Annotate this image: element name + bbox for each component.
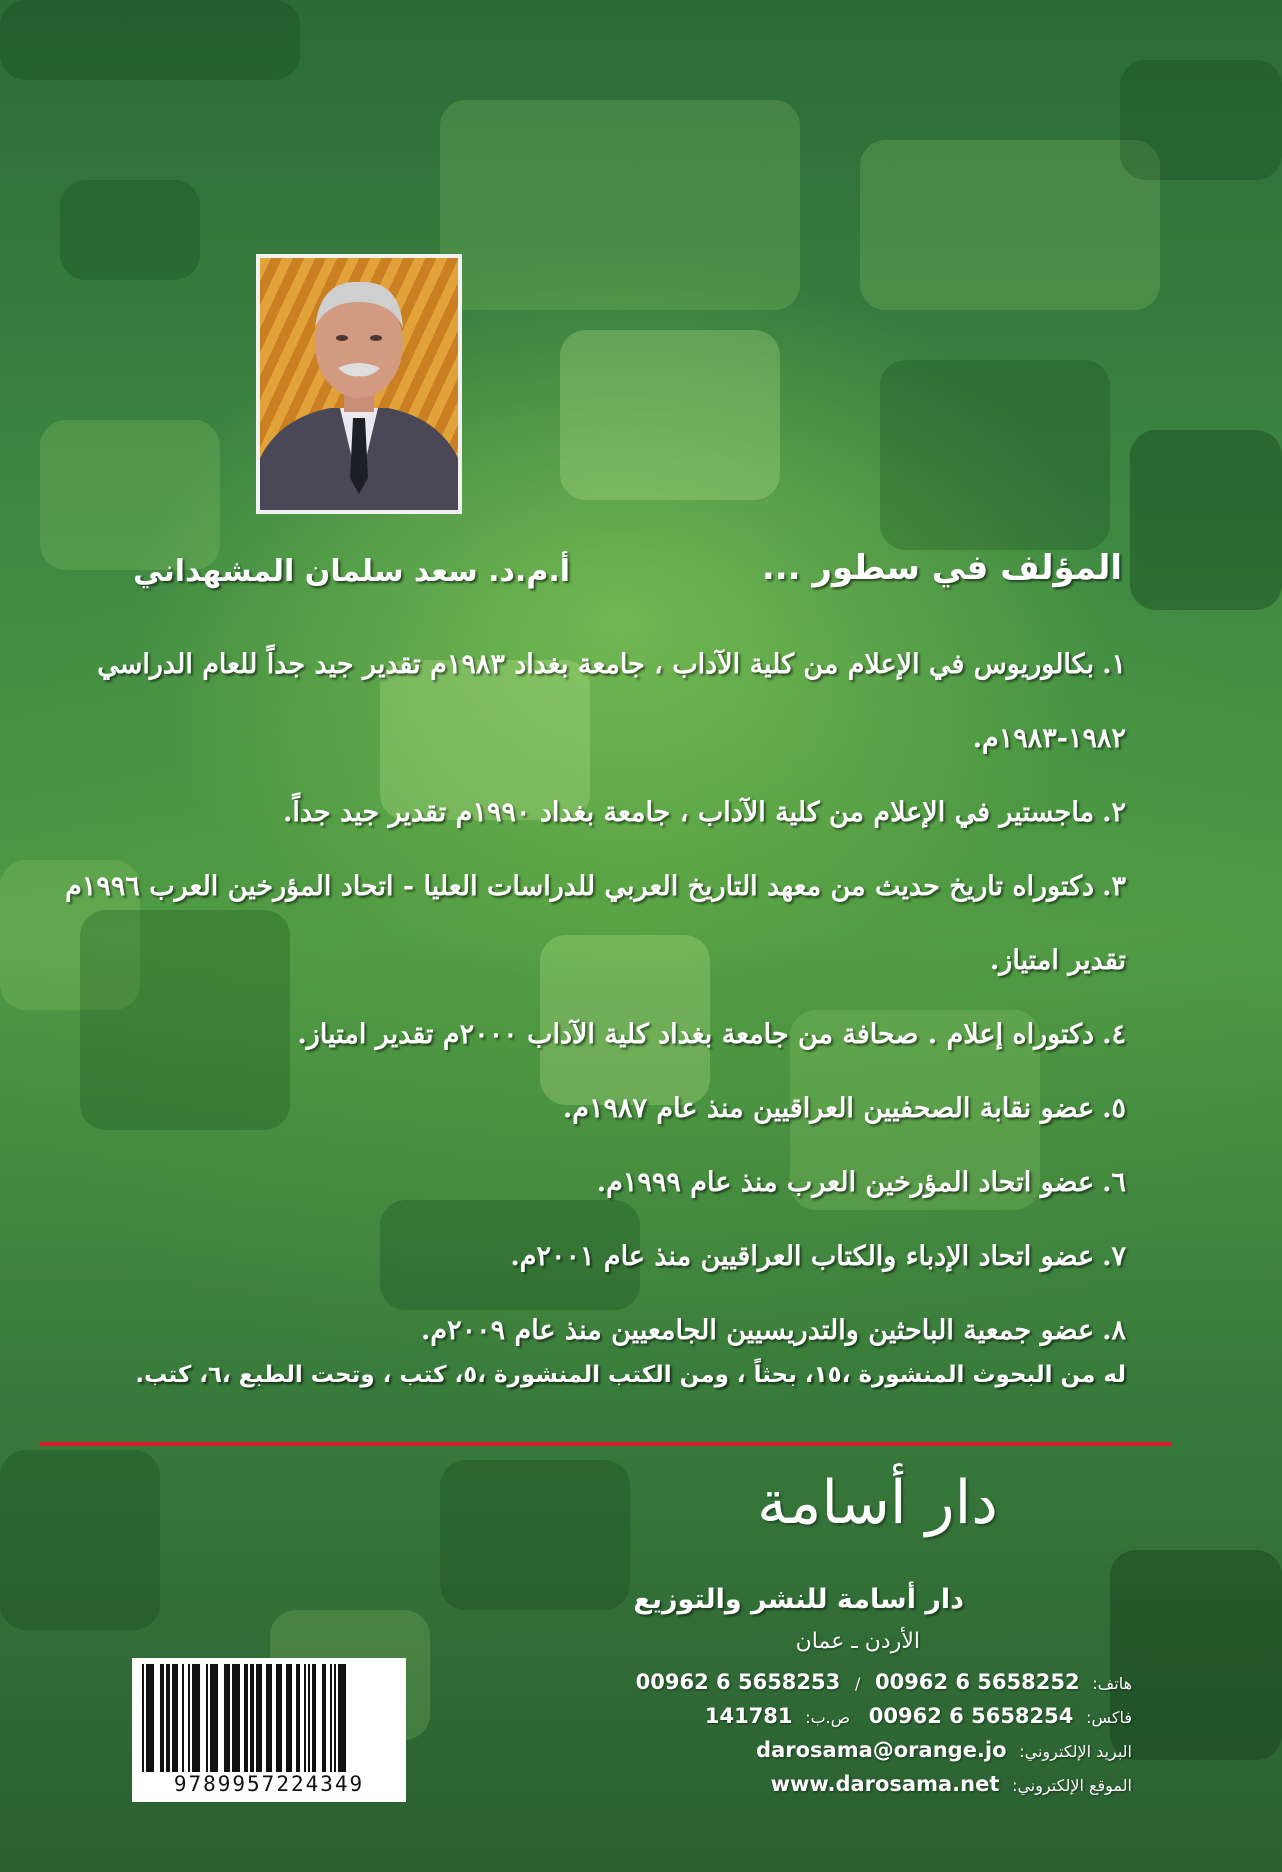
barcode-bar xyxy=(266,1664,272,1772)
bio-item: ٣.دكتوراه تاريخ حديث من معهد التاريخ العربي للدراسات العليا - اتحاد المؤرخين العرب ١٩٩٦م تقدير امتياز. xyxy=(65,871,1126,976)
isbn-number: 9789957224349 xyxy=(173,1772,365,1796)
bg-square xyxy=(60,180,200,280)
barcode-bar xyxy=(192,1664,200,1772)
barcode-bar xyxy=(296,1664,300,1772)
bio-item: ١.بكالوريوس في الإعلام من كلية الآداب ، جامعة بغداد ١٩٨٣م تقدير جيد جداً للعام الدراسي ١٩٨٢-١٩٨٣م. xyxy=(97,649,1126,754)
barcode-bar xyxy=(210,1664,218,1772)
barcode-bar xyxy=(308,1664,310,1772)
publisher-full-name: دار أسامة للنشر والتوزيع xyxy=(633,1584,964,1615)
bio-item: ٧.عضو اتحاد الإدباء والكتاب العراقيين منذ عام ٢٠٠١م. xyxy=(510,1241,1126,1272)
bg-square xyxy=(0,1450,160,1630)
bio-item: ٨.عضو جمعية الباحثين والتدريسيين الجامعيين منذ عام ٢٠٠٩م. xyxy=(420,1315,1126,1346)
publications-summary: له من البحوث المنشورة ،١٥، بحثاً ، ومن الكتب المنشورة ،٥، كتب ، وتحت الطبع ،٦، كتب. xyxy=(135,1362,1126,1388)
bio-list xyxy=(41,628,1126,1368)
bio-heading: المؤلف في سطور ... xyxy=(761,548,1122,588)
barcode-bar xyxy=(244,1664,248,1772)
barcode-bar xyxy=(166,1664,170,1772)
red-divider xyxy=(40,1442,1172,1446)
barcode-bar xyxy=(322,1664,326,1772)
barcode-bar xyxy=(188,1664,190,1772)
bio-item: ٥.عضو نقابة الصحفيين العراقيين منذ عام ١٩٨٧م. xyxy=(562,1093,1126,1124)
barcode-bar xyxy=(232,1664,240,1772)
bio-item: ٦.عضو اتحاد المؤرخين العرب منذ عام ١٩٩٩م. xyxy=(596,1167,1126,1198)
bg-square xyxy=(1120,60,1282,180)
bg-square xyxy=(440,100,800,310)
bg-square xyxy=(860,140,1160,310)
barcode-bar xyxy=(146,1664,154,1772)
isbn-barcode xyxy=(132,1658,406,1802)
barcode-bar xyxy=(182,1664,184,1772)
barcode-bar xyxy=(142,1664,144,1772)
barcode-bar xyxy=(224,1664,230,1772)
publisher-email: البريد الإلكتروني: darosama@orange.jo xyxy=(756,1738,1132,1762)
barcode-bar xyxy=(330,1664,332,1772)
bg-square xyxy=(1130,430,1282,610)
barcode-bar xyxy=(172,1664,178,1772)
barcode-bars xyxy=(138,1664,400,1772)
barcode-bar xyxy=(160,1664,164,1772)
barcode-bar xyxy=(206,1664,208,1772)
barcode-bar xyxy=(334,1664,336,1772)
publisher-phone: هاتف: 00962 6 5658253 / 00962 6 5658252 xyxy=(635,1670,1132,1694)
publisher-logo: دار أسامة xyxy=(757,1468,998,1538)
barcode-bar xyxy=(304,1664,306,1772)
bg-square xyxy=(0,0,300,80)
bg-square xyxy=(440,1460,630,1610)
bg-square xyxy=(40,420,220,570)
author-name: أ.م.د. سعد سلمان المشهداني xyxy=(133,554,570,589)
barcode-bar xyxy=(286,1664,292,1772)
barcode-bar xyxy=(338,1664,346,1772)
barcode-bar xyxy=(276,1664,282,1772)
author-photo xyxy=(256,254,462,514)
barcode-bar xyxy=(250,1664,254,1772)
bio-item: ٤.دكتوراه إعلام . صحافة من جامعة بغداد كلية الآداب ٢٠٠٠م تقدير امتياز. xyxy=(297,1019,1126,1050)
bg-square xyxy=(1110,1550,1282,1760)
bio-item: ٢.ماجستير في الإعلام من كلية الآداب ، جامعة بغداد ١٩٩٠م تقدير جيد جداً. xyxy=(282,797,1126,828)
publisher-city: الأردن ـ عمان xyxy=(795,1629,920,1654)
publisher-website: الموقع الإلكتروني: www.darosama.net xyxy=(770,1772,1132,1796)
barcode-bar xyxy=(256,1664,262,1772)
barcode-bar xyxy=(312,1664,316,1772)
bg-square xyxy=(560,330,780,500)
publisher-fax: فاكس: 00962 6 5658254 ص.ب: 141781 xyxy=(704,1704,1132,1728)
bg-square xyxy=(880,360,1110,550)
